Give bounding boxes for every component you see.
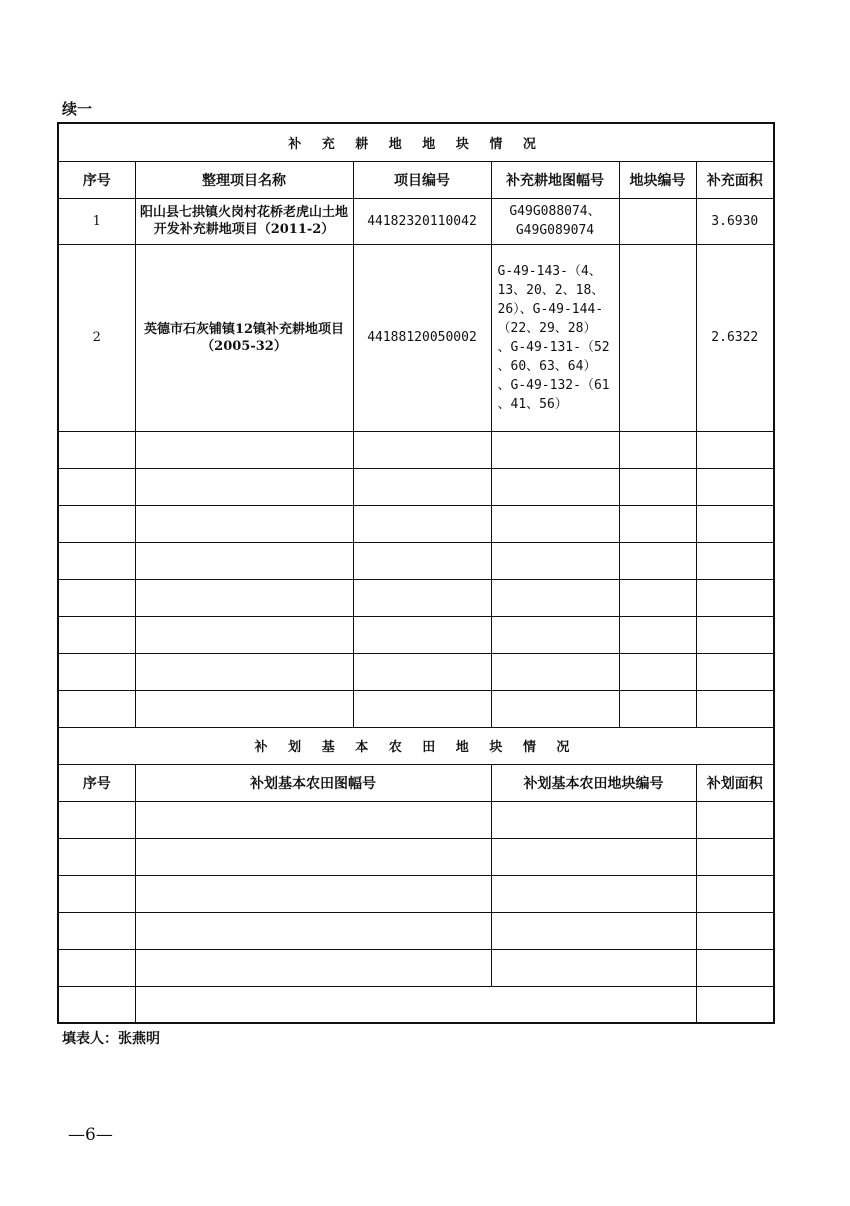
header-map-sheet: 补充耕地图幅号 bbox=[491, 161, 619, 198]
empty-row bbox=[58, 986, 774, 1023]
section1-title-row bbox=[58, 123, 774, 161]
table-row bbox=[58, 198, 774, 244]
table-row bbox=[58, 244, 774, 431]
land-table bbox=[57, 122, 775, 1024]
section1-title: 补 充 耕 地 地 块 情 况 bbox=[58, 123, 774, 161]
row-no: 1 bbox=[58, 198, 135, 244]
row-project-name: 阳山县七拱镇火岗村花桥老虎山土地开发补充耕地项目（2011-2） bbox=[135, 198, 353, 244]
empty-row bbox=[58, 579, 774, 616]
header-farmland-area: 补划面积 bbox=[696, 764, 774, 801]
header-block-no: 地块编号 bbox=[619, 161, 696, 198]
empty-row bbox=[58, 653, 774, 690]
row-area: 3.6930 bbox=[696, 198, 774, 244]
filler-signature: 填表人：张燕明 bbox=[62, 1031, 160, 1047]
section2-title-row bbox=[58, 727, 774, 764]
empty-row bbox=[58, 690, 774, 727]
row-map-sheets: G49G088074、 G49G089074 bbox=[491, 198, 619, 244]
empty-row bbox=[58, 875, 774, 912]
continuation-label: 续一 bbox=[62, 100, 93, 118]
section1-header-row bbox=[58, 161, 774, 198]
empty-row bbox=[58, 542, 774, 579]
empty-row bbox=[58, 505, 774, 542]
empty-row bbox=[58, 431, 774, 468]
header-area: 补充面积 bbox=[696, 161, 774, 198]
empty-row bbox=[58, 616, 774, 653]
row-area: 2.6322 bbox=[696, 244, 774, 431]
empty-row bbox=[58, 801, 774, 838]
row-project-code: 44182320110042 bbox=[353, 198, 491, 244]
row-no: 2 bbox=[58, 244, 135, 431]
empty-row bbox=[58, 468, 774, 505]
row-block-no bbox=[619, 198, 696, 244]
header-project-name: 整理项目名称 bbox=[135, 161, 353, 198]
header-farmland-block: 补划基本农田地块编号 bbox=[491, 764, 696, 801]
header-no: 序号 bbox=[58, 764, 135, 801]
header-farmland-sheet: 补划基本农田图幅号 bbox=[135, 764, 491, 801]
section2-header-row bbox=[58, 764, 774, 801]
empty-row bbox=[58, 949, 774, 986]
row-map-sheets: G-49-143-（4、 13、20、2、18、 26）、G-49-144- （22、29、28） 、G-49-131-（52 、60、63、64） 、G-49-132-（61 、41、56） bbox=[491, 244, 619, 431]
header-no: 序号 bbox=[58, 161, 135, 198]
empty-row bbox=[58, 912, 774, 949]
row-project-code: 44188120050002 bbox=[353, 244, 491, 431]
header-project-code: 项目编号 bbox=[353, 161, 491, 198]
row-project-name: 英德市石灰铺镇12镇补充耕地项目（2005-32） bbox=[135, 244, 353, 431]
row-block-no bbox=[619, 244, 696, 431]
section2-title: 补 划 基 本 农 田 地 块 情 况 bbox=[58, 727, 774, 764]
page-number: —6— bbox=[68, 1125, 113, 1145]
empty-row bbox=[58, 838, 774, 875]
